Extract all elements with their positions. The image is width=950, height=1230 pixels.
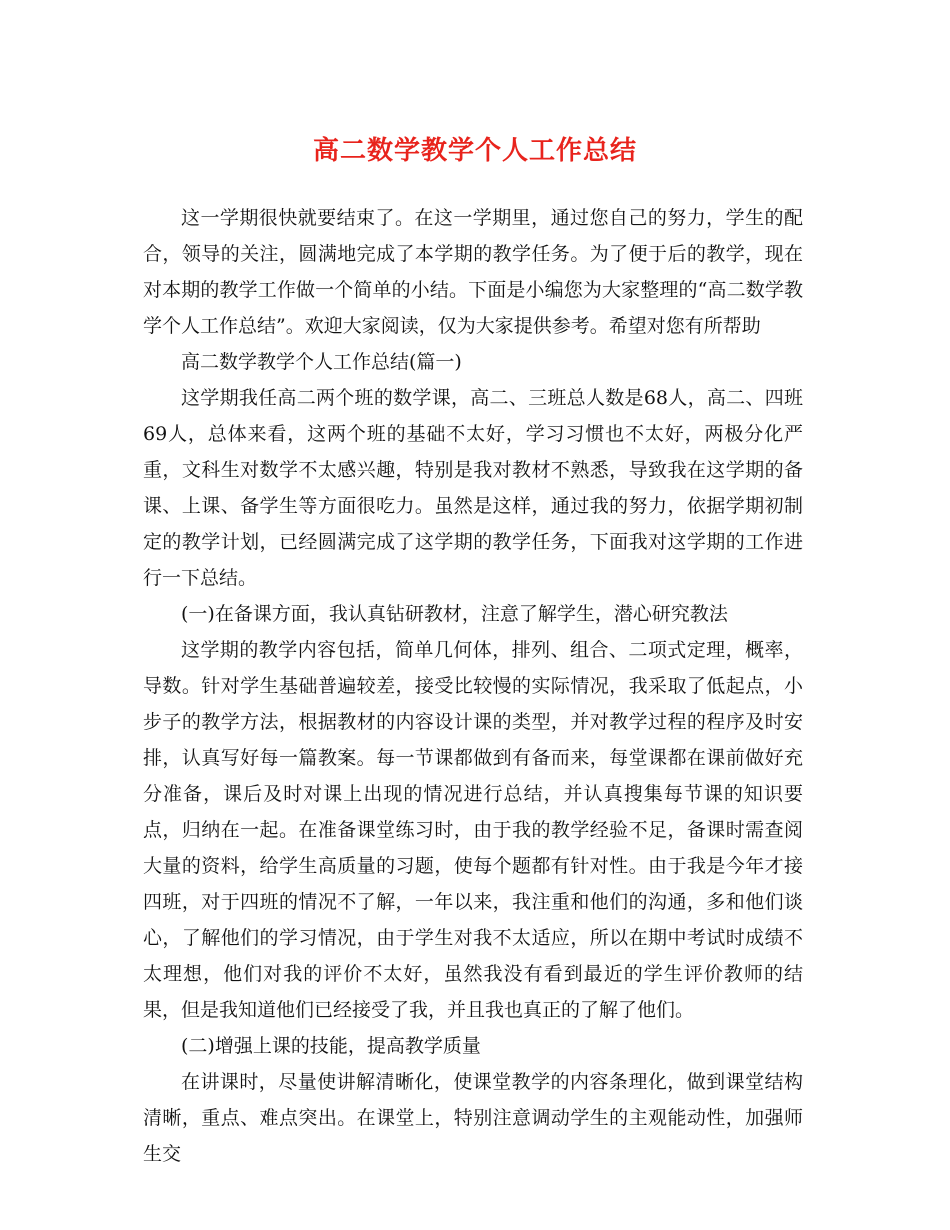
teaching-skills-paragraph: 在讲课时，尽量使讲解清晰化，使课堂教学的内容条理化，做到课堂结构清晰，重点、难点突出。在课堂上，特别注意调动学生的主观能动性，加强师生交 [143, 1071, 803, 1165]
section-heading-part-one: 高二数学教学个人工作总结(篇一) [181, 351, 462, 373]
class-overview-paragraph: 这学期我任高二两个班的数学课，高二、三班总人数是68人，高二、四班69人，总体来看，这两个班的基础不太好，学习习惯也不太好，两极分化严重，文科生对数学不太感兴趣，特别是我对教材不熟悉，导致我在这学期的备课、上课、备学生等方面很吃力。虽然是这样，通过我的努力，依据学期初制定的教学计划，已经圆满完成了这学期的教学任务，下面我对这学期的工作进行一下总结。 [143, 387, 803, 589]
document-title: 高二数学教学个人工作总结 [312, 136, 637, 166]
lesson-prep-paragraph: 这学期的教学内容包括，简单几何体，排列、组合、二项式定理，概率，导数。针对学生基础普遍较差，接受比较慢的实际情况，我采取了低起点，小步子的教学方法，根据教材的内容设计课的类型，并对教学过程的程序及时安排，认真写好每一篇教案。每一节课都做到有备而来，每堂课都在课前做好充分准备，课后及时对课上出现的情况进行总结，并认真搜集每节课的知识要点，归纳在一起。在准备课堂练习时，由于我的教学经验不足，备课时需查阅大量的资料，给学生高质量的习题，使每个题都有针对性。由于我是今年才接四班，对于四班的情况不了解，一年以来，我注重和他们的沟通，多和他们谈心，了解他们的学习情况，由于学生对我不太适应，所以在期中考试时成绩不太理想，他们对我的评价不太好，虽然我没有看到最近的学生评价教师的结果，但是我知道他们已经接受了我，并且我也真正的了解了他们。 [143, 639, 803, 1021]
document-body [143, 200, 803, 1172]
subheading-teaching-skills: (二)增强上课的技能，提高教学质量 [181, 1035, 481, 1057]
intro-paragraph: 这一学期很快就要结束了。在这一学期里，通过您自己的努力，学生的配合，领导的关注，圆满地完成了本学期的教学任务。为了便于后的教学，现在对本期的教学工作做一个简单的小结。下面是小编您为大家整理的“高二数学教学个人工作总结”。欢迎大家阅读，仅为大家提供参考。希望对您有所帮助 [143, 207, 803, 337]
subheading-lesson-prep: (一)在备课方面，我认真钻研教材，注意了解学生，潜心研究教法 [181, 603, 728, 625]
